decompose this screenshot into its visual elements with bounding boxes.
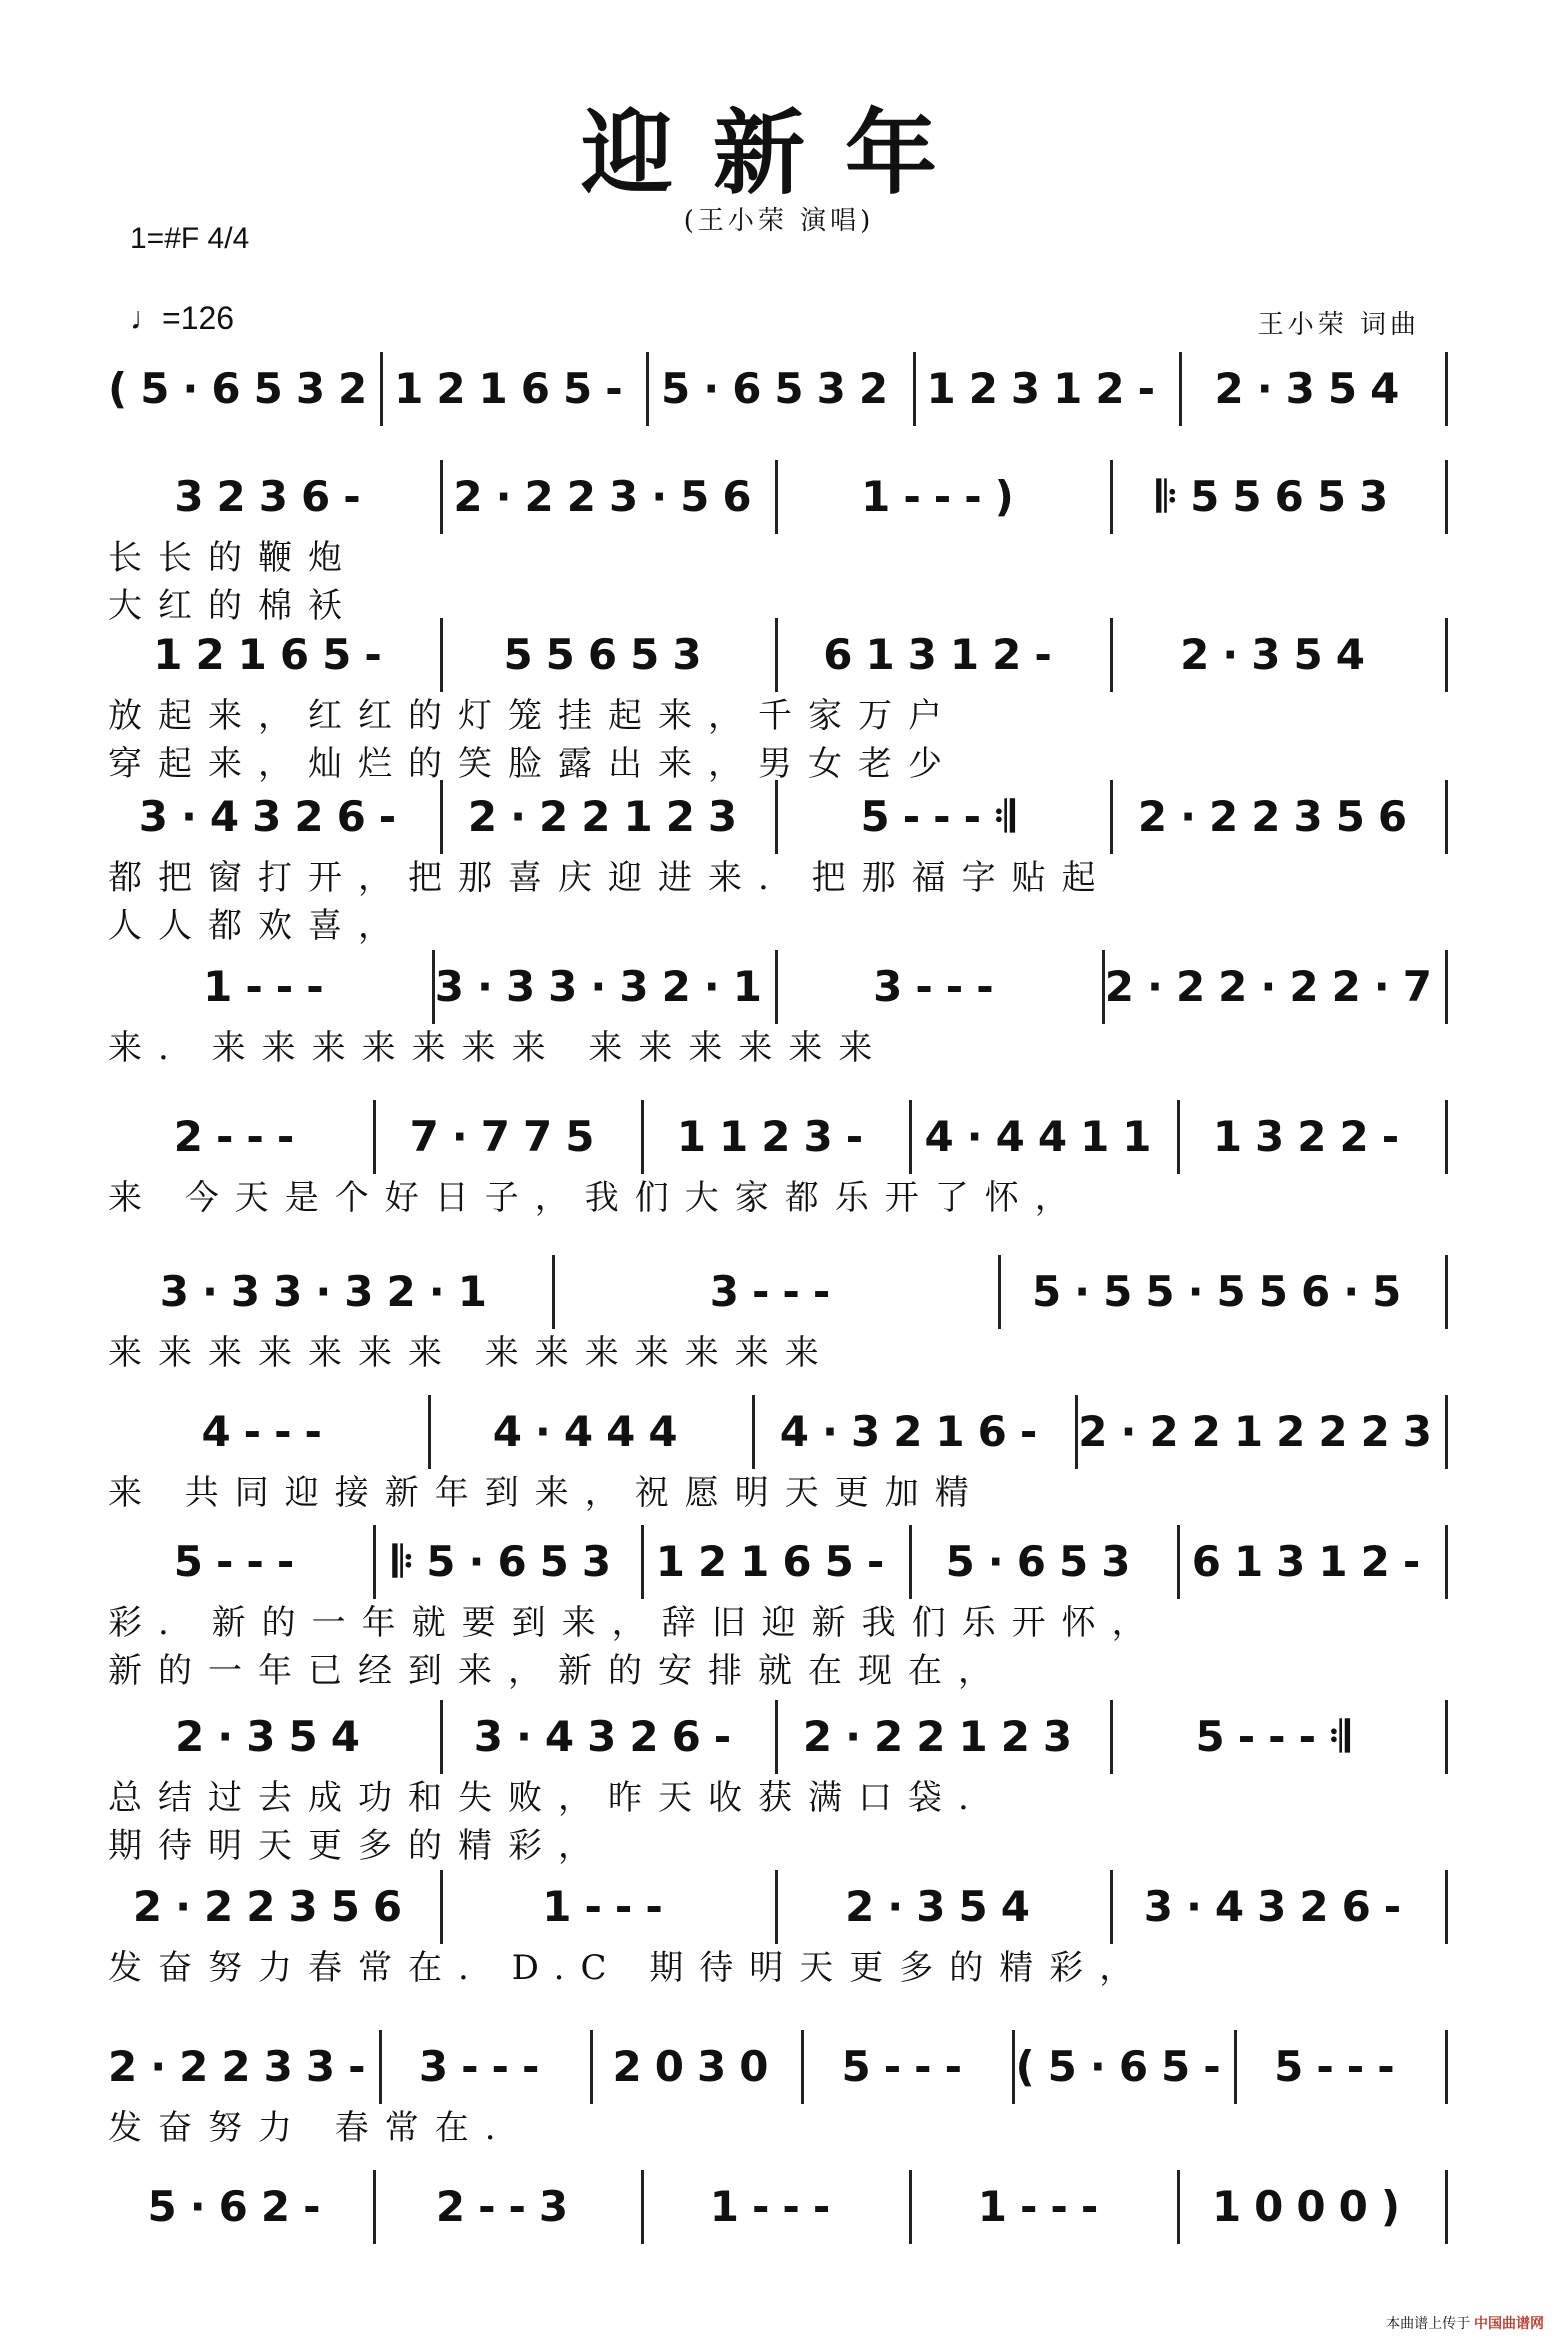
lyric-line: 发奋努力 春常在. <box>108 2108 512 2148</box>
note-line <box>108 618 1448 692</box>
measure: 4·3216- <box>755 1395 1078 1469</box>
measure: 55653 <box>443 618 778 692</box>
measure: 5·62- <box>108 2170 376 2244</box>
note-line <box>108 950 1448 1024</box>
measure: (5·65- <box>1015 2030 1236 2104</box>
note-line <box>108 1700 1448 1774</box>
score-system <box>108 1255 1448 1377</box>
measure: 2·22·22·7 <box>1105 950 1448 1024</box>
measure: 5·653 <box>912 1525 1180 1599</box>
measure: 12165- <box>383 352 649 426</box>
measures <box>108 1525 1448 1599</box>
measures <box>108 1395 1448 1469</box>
measure: 2·223·56 <box>443 460 778 534</box>
measure: 2·354 <box>108 1700 443 1774</box>
measure: 3--- <box>382 2030 593 2104</box>
measure: 2030 <box>593 2030 804 2104</box>
measure: 3·33·32·1 <box>435 950 778 1024</box>
measure: 2·22356 <box>108 1870 443 1944</box>
score-system <box>108 618 1448 788</box>
note-line <box>108 1395 1448 1469</box>
score-system <box>108 1395 1448 1517</box>
measure: 4--- <box>108 1395 431 1469</box>
measure: 2·2233- <box>108 2030 382 2104</box>
measure: 5---𝄇 <box>1113 1700 1448 1774</box>
measure: 𝄆55653 <box>1113 460 1448 534</box>
lyric-line: 大红的棉袄 <box>108 586 358 626</box>
note-line <box>108 460 1448 534</box>
performer-line: (王小荣 演唱) <box>683 206 875 236</box>
score-system <box>108 2170 1448 2244</box>
measure: 3·4326- <box>108 780 443 854</box>
measure: 2·354 <box>778 1870 1113 1944</box>
score-system <box>108 1870 1448 1992</box>
measure: 12312- <box>916 352 1182 426</box>
measures <box>108 1100 1448 1174</box>
note-line <box>108 780 1448 854</box>
score-system <box>108 352 1448 426</box>
score-system <box>108 950 1448 1072</box>
measure: 2·354 <box>1182 352 1448 426</box>
measure: 2--3 <box>376 2170 644 2244</box>
measures <box>108 950 1448 1024</box>
measures <box>108 1255 1448 1329</box>
measure: 3236- <box>108 460 443 534</box>
lyric-line: 来 今天是个好日子，我们大家都乐开了怀， <box>108 1178 1085 1218</box>
measure: 12165- <box>108 618 443 692</box>
lyric-line: 总结过去成功和失败，昨天收获满口袋. <box>108 1778 985 1818</box>
measure: 1123- <box>644 1100 912 1174</box>
measure: 5--- <box>108 1525 376 1599</box>
measure: 1--- <box>443 1870 778 1944</box>
measure: 5--- <box>1237 2030 1448 2104</box>
lyric-line: 来来来来来来来 来来来来来来来 <box>108 1333 835 1373</box>
lyric-line: 人人都欢喜， <box>108 906 408 946</box>
key-signature: 1=#F 4/4 <box>130 222 250 255</box>
measures <box>108 2170 1448 2244</box>
score-system <box>108 1700 1448 1870</box>
note-line <box>108 1255 1448 1329</box>
measures <box>108 618 1448 692</box>
measure: 4·444 <box>431 1395 754 1469</box>
measure: 12165- <box>644 1525 912 1599</box>
measure: 𝄆5·653 <box>376 1525 644 1599</box>
lyric-line: 来. 来来来来来来来 来来来来来来 <box>108 1028 889 1068</box>
composer-credit: 王小荣 词曲 <box>1257 310 1420 340</box>
note-line <box>108 352 1448 426</box>
measure: 2--- <box>108 1100 376 1174</box>
measures <box>108 1870 1448 1944</box>
score-system <box>108 1525 1448 1695</box>
measure: 3·4326- <box>443 1700 778 1774</box>
measure: 1--- <box>644 2170 912 2244</box>
measure: 3--- <box>778 950 1105 1024</box>
page-title: 迎新年 <box>580 99 977 207</box>
footer-site: 中国曲谱网 <box>1474 2315 1544 2331</box>
lyric-line: 来 共同迎接新年到来，祝愿明天更加精 <box>108 1473 985 1513</box>
measure: 5·55·556·5 <box>1001 1255 1448 1329</box>
measure: 2·22123 <box>778 1700 1113 1774</box>
note-line <box>108 1525 1448 1599</box>
measure: 61312- <box>778 618 1113 692</box>
measure: 2·22356 <box>1113 780 1448 854</box>
score-system <box>108 460 1448 630</box>
lyric-line: 新的一年已经到来，新的安排就在现在， <box>108 1651 1008 1691</box>
watermark-footer <box>1386 2313 1544 2333</box>
note-line <box>108 2170 1448 2244</box>
measure: 3·4326- <box>1113 1870 1448 1944</box>
lyric-line: 彩. 新的一年就要到来，辞旧迎新我们乐开怀， <box>108 1603 1162 1643</box>
measure: 61312- <box>1180 1525 1448 1599</box>
measure: 3·33·32·1 <box>108 1255 555 1329</box>
note-line <box>108 1100 1448 1174</box>
measure: 1--- <box>912 2170 1180 2244</box>
measure: 5--- <box>804 2030 1015 2104</box>
measures <box>108 1700 1448 1774</box>
measure: (5·6532 <box>108 352 383 426</box>
measure: 5·6532 <box>649 352 915 426</box>
measure: 2·2212223 <box>1078 1395 1448 1469</box>
measure: 4·4411 <box>912 1100 1180 1174</box>
measure: 2·22123 <box>443 780 778 854</box>
measure: 2·354 <box>1113 618 1448 692</box>
measure: 1000) <box>1180 2170 1448 2244</box>
note-line <box>108 2030 1448 2104</box>
lyric-line: 期待明天更多的精彩， <box>108 1826 608 1866</box>
measure: 3--- <box>555 1255 1002 1329</box>
measures <box>108 352 1448 426</box>
measure: 5---𝄇 <box>778 780 1113 854</box>
lyric-line: 发奋努力春常在. D.C 期待明天更多的精彩， <box>108 1948 1150 1988</box>
score-system <box>108 1100 1448 1222</box>
measures <box>108 2030 1448 2104</box>
measure: 1--- <box>108 950 435 1024</box>
footer-text: 本曲谱上传于 <box>1386 2315 1471 2331</box>
score-system <box>108 2030 1448 2152</box>
lyric-line: 穿起来，灿烂的笑脸露出来，男女老少 <box>108 744 958 784</box>
measures <box>108 780 1448 854</box>
score-system <box>108 780 1448 950</box>
lyric-line: 长长的鞭炮 <box>108 538 358 578</box>
measure: 1---) <box>778 460 1113 534</box>
tempo-marking: ♩=126 <box>130 300 235 336</box>
measures <box>108 460 1448 534</box>
measure: 1322- <box>1180 1100 1448 1174</box>
lyric-line: 都把窗打开，把那喜庆迎进来. 把那福字贴起 <box>108 858 1112 898</box>
note-line <box>108 1870 1448 1944</box>
lyric-line: 放起来，红红的灯笼挂起来，千家万户 <box>108 696 958 736</box>
measure: 7·775 <box>376 1100 644 1174</box>
